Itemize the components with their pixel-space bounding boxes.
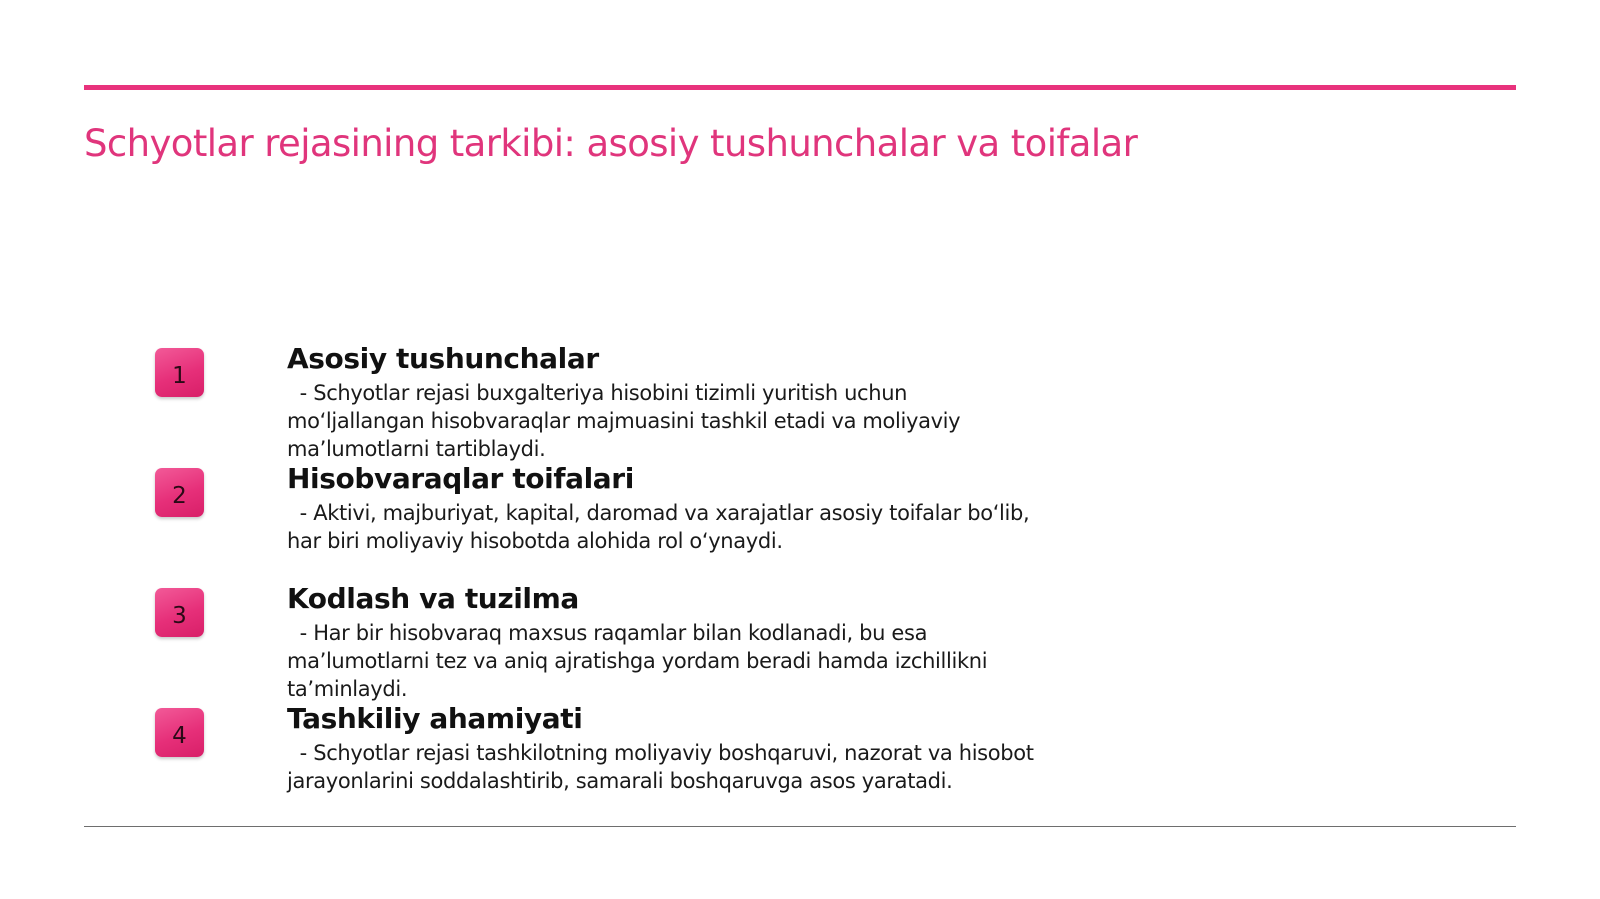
number-badge-2: 2 (155, 468, 204, 517)
item-text-1: - Schyotlar rejasi buxgalteriya hisobini tizimli yuritish uchun mo‘ljallangan hisobvaraqlar majmuasini tashkil etadi va moliyaviy ma’lumotlarni tartiblaydi. (287, 381, 961, 461)
number-badge-1: 1 (155, 348, 204, 397)
bottom-divider (84, 826, 1516, 827)
item-heading-2: Hisobvaraqlar toifalari (287, 462, 634, 495)
top-accent-rule (84, 85, 1516, 90)
item-heading-3: Kodlash va tuzilma (287, 582, 579, 615)
number-badge-3: 3 (155, 588, 204, 637)
item-text-4: - Schyotlar rejasi tashkilotning moliyaviy boshqaruvi, nazorat va hisobot jarayonlarini soddalashtirib, samarali boshqaruvga asos yaratadi. (287, 741, 1034, 793)
item-text-3: - Har bir hisobvaraq maxsus raqamlar bilan kodlanadi, bu esa ma’lumotlarni tez va aniq ajratishga yordam beradi hamda izchillikni ta’minlaydi. (287, 621, 988, 701)
slide-title: Schyotlar rejasining tarkibi: asosiy tushunchalar va toifalar (84, 122, 1138, 165)
item-text-2: - Aktivi, majburiyat, kapital, daromad va xarajatlar asosiy toifalar bo‘lib, har biri moliyaviy hisobotda alohida rol o‘ynaydi. (287, 501, 1030, 553)
item-heading-1: Asosiy tushunchalar (287, 342, 599, 375)
item-heading-4: Tashkiliy ahamiyati (287, 702, 583, 735)
number-badge-4: 4 (155, 708, 204, 757)
